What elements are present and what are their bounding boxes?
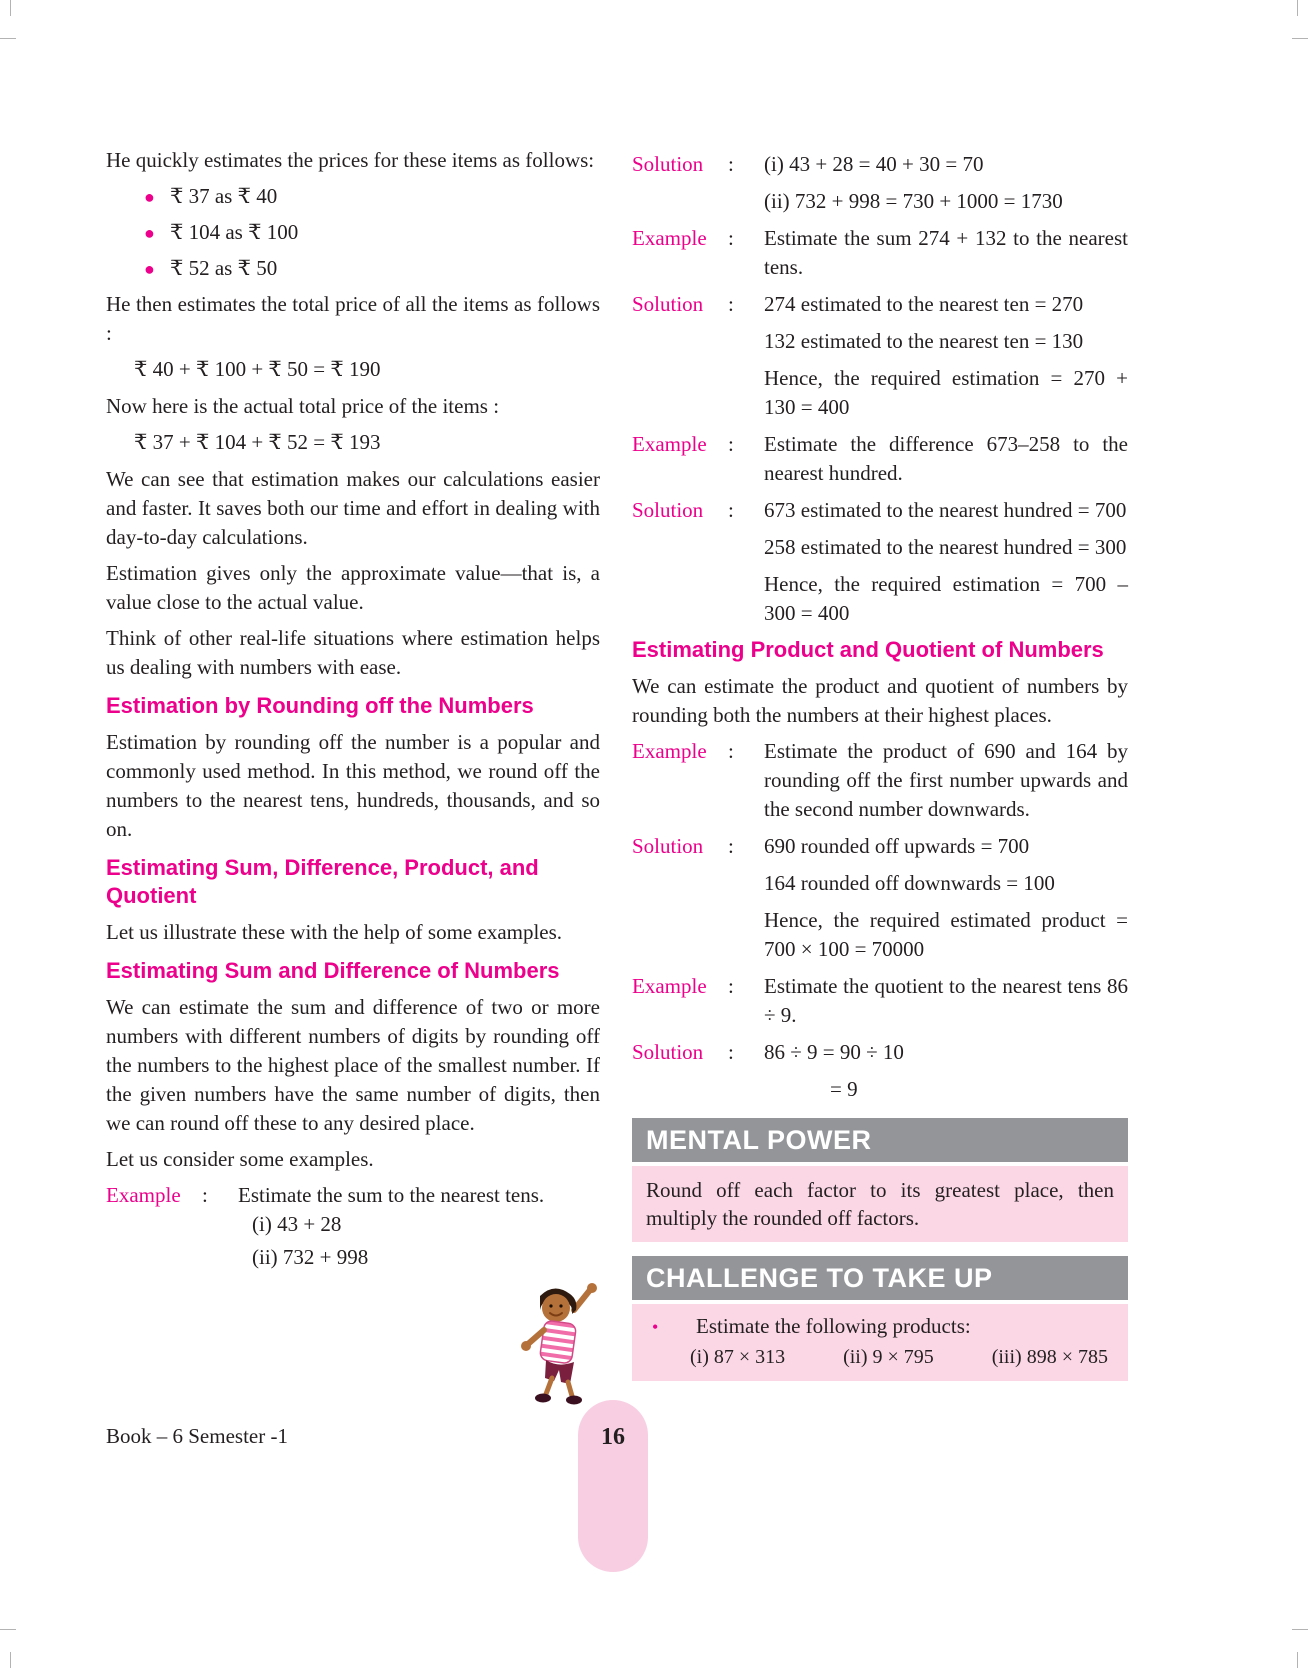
paragraph: Let us illustrate these with the help of some examples.: [106, 920, 563, 944]
trim-mark: [0, 1629, 16, 1630]
colon: :: [728, 739, 734, 763]
right-column: [632, 146, 1128, 1381]
paragraph: He quickly estimates the prices for these items as follows:: [106, 148, 595, 172]
bullet-icon: •: [652, 1317, 659, 1337]
trim-mark: [0, 38, 16, 39]
section-heading: Estimation by Rounding off the Numbers: [106, 693, 534, 718]
list-item: [106, 218, 600, 248]
example-body: [764, 430, 1128, 488]
bullet-text: ₹ 37 as ₹ 40: [170, 184, 278, 208]
solution-label: Solution: [632, 834, 704, 858]
solution-line: 86 ÷ 9 = 90 ÷ 10: [764, 1040, 904, 1064]
example-text: Estimate the sum to the nearest tens.: [238, 1183, 545, 1207]
example-block: [632, 224, 1128, 282]
trim-mark: [10, 1652, 11, 1668]
example-line: Estimate the quotient to the nearest tens 86 ÷ 9.: [764, 974, 1128, 1027]
solution-block: [632, 1038, 1128, 1104]
solution-line: 274 estimated to the nearest ten = 270: [764, 292, 1084, 316]
bullet-icon: ●: [144, 259, 155, 279]
section-heading: Estimating Product and Quotient of Numbers: [632, 637, 1104, 662]
solution-label: Solution: [632, 152, 704, 176]
colon: :: [202, 1183, 208, 1207]
mental-power-box: Round off each factor to its greatest place, then multiply the rounded off factors.: [632, 1166, 1128, 1242]
paragraph: Estimation gives only the approximate value—that is, a value close to the actual value.: [106, 561, 600, 614]
section-heading: Estimating Sum and Difference of Numbers: [106, 958, 560, 983]
list-item: [106, 254, 600, 284]
challenge-item: (i) 87 × 313: [690, 1346, 786, 1368]
trim-mark: [1297, 0, 1298, 16]
example-body: [764, 737, 1128, 824]
example-line: Estimate the difference 673–258 to the nearest hundred.: [764, 432, 1128, 485]
trim-mark: [1297, 1652, 1298, 1668]
solution-line: 258 estimated to the nearest hundred = 300: [764, 535, 1127, 559]
footer-book-info: Book – 6 Semester -1: [106, 1424, 288, 1448]
example-label: Example: [632, 226, 707, 250]
example-body: [764, 972, 1128, 1030]
solution-body: [764, 290, 1128, 422]
example-body: [238, 1181, 600, 1276]
example-item: (ii) 732 + 998: [252, 1245, 369, 1269]
challenge-item: (iii) 898 × 785: [991, 1346, 1108, 1368]
solution-block: [632, 150, 1128, 216]
solution-block: [632, 496, 1128, 628]
challenge-bullet-row: [646, 1312, 1114, 1341]
example-block: [632, 737, 1128, 824]
example-label: Example: [632, 739, 707, 763]
bullet-text: ₹ 104 as ₹ 100: [170, 220, 299, 244]
paragraph: Estimation by rounding off the number is a popular and commonly used method. In this method, we round off the numbers to the nearest tens, hundreds, thousands, and so on.: [106, 730, 600, 841]
solution-line: (i) 43 + 28 = 40 + 30 = 70: [764, 152, 984, 176]
bullet-icon: ●: [144, 223, 155, 243]
colon: :: [728, 834, 734, 858]
child-illustration: [518, 1282, 602, 1410]
solution-line: Hence, the required estimation = 700 – 300 = 400: [764, 572, 1128, 625]
mental-power-header: MENTAL POWER: [632, 1118, 1128, 1162]
trim-mark: [10, 0, 11, 16]
solution-line: 164 rounded off downwards = 100: [764, 871, 1055, 895]
solution-body: [764, 150, 1128, 216]
solution-block: [632, 832, 1128, 964]
equation: ₹ 40 + ₹ 100 + ₹ 50 = ₹ 190: [134, 357, 381, 381]
paragraph: We can estimate the sum and difference of two or more numbers with different numbers of digits by rounding off the numbers to the highest place of the smallest number. If the given numbers have the same number of digits, then we can round off these to any desired place.: [106, 995, 600, 1135]
list-item: [106, 182, 600, 212]
paragraph: Let us consider some examples.: [106, 1147, 374, 1171]
equation: ₹ 37 + ₹ 104 + ₹ 52 = ₹ 193: [134, 430, 381, 454]
solution-body: [764, 496, 1128, 628]
solution-body: [764, 832, 1128, 964]
page-number: 16: [601, 1424, 625, 1450]
colon: :: [728, 292, 734, 316]
example-line: Estimate the sum 274 + 132 to the nearest tens.: [764, 226, 1128, 279]
bullet-icon: ●: [144, 187, 155, 207]
trim-mark: [1292, 38, 1308, 39]
colon: :: [728, 498, 734, 522]
example-body: [764, 224, 1128, 282]
paragraph: Think of other real-life situations where estimation helps us dealing with numbers with ease.: [106, 626, 600, 679]
example-label: Example: [632, 432, 707, 456]
paragraph: He then estimates the total price of all the items as follows :: [106, 292, 600, 345]
example-item: (i) 43 + 28: [252, 1212, 342, 1236]
challenge-text: Estimate the following products:: [696, 1314, 971, 1338]
solution-line: 690 rounded off upwards = 700: [764, 834, 1030, 858]
paragraph: We can estimate the product and quotient of numbers by rounding both the numbers at their highest places.: [632, 674, 1128, 727]
challenge-box: [632, 1304, 1128, 1381]
colon: :: [728, 432, 734, 456]
colon: :: [728, 152, 734, 176]
colon: :: [728, 974, 734, 998]
solution-label: Solution: [632, 498, 704, 522]
solution-label: Solution: [632, 292, 704, 316]
solution-line: Hence, the required estimated product = 700 × 100 = 70000: [764, 908, 1128, 961]
example-block: [632, 430, 1128, 488]
challenge-items: [646, 1341, 1114, 1371]
section-heading: Estimating Sum, Difference, Product, and Quotient: [106, 855, 539, 908]
paragraph: We can see that estimation makes our calculations easier and faster. It saves both our time and effort in dealing with day-to-day calculations.: [106, 467, 600, 549]
colon: :: [728, 226, 734, 250]
paragraph: Now here is the actual total price of the items :: [106, 394, 500, 418]
example-label: Example: [632, 974, 707, 998]
solution-line: (ii) 732 + 998 = 730 + 1000 = 1730: [764, 189, 1063, 213]
trim-mark: [1292, 1629, 1308, 1630]
solution-line: 673 estimated to the nearest hundred = 700: [764, 498, 1127, 522]
page-number-pill: [578, 1400, 648, 1572]
challenge-item: (ii) 9 × 795: [843, 1346, 934, 1368]
solution-line: 132 estimated to the nearest ten = 130: [764, 329, 1084, 353]
price-bullet-list: [106, 182, 600, 284]
solution-line: Hence, the required estimation = 270 + 130 = 400: [764, 366, 1128, 419]
solution-body: [764, 1038, 1128, 1104]
bullet-text: ₹ 52 as ₹ 50: [170, 256, 278, 280]
left-column: [106, 146, 600, 1284]
example-label: Example: [106, 1183, 181, 1207]
example-line: Estimate the product of 690 and 164 by rounding off the first number upwards and the second number downwards.: [764, 739, 1128, 821]
example-block: [106, 1181, 600, 1276]
colon: :: [728, 1040, 734, 1064]
challenge-header: CHALLENGE TO TAKE UP: [632, 1256, 1128, 1300]
solution-line: = 9: [830, 1077, 858, 1101]
solution-block: [632, 290, 1128, 422]
example-block: [632, 972, 1128, 1030]
solution-label: Solution: [632, 1040, 704, 1064]
